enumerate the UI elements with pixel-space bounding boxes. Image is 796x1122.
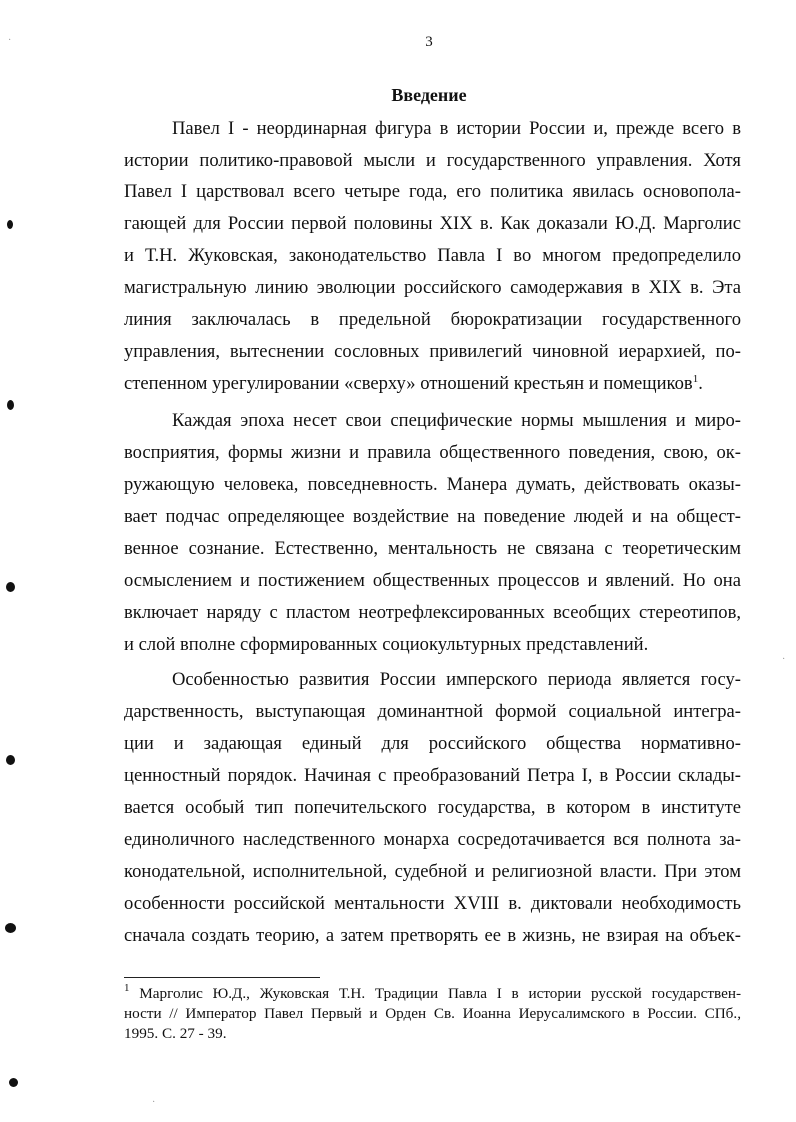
text-line: истории политико-правовой мысли и государственного управления. Хотя xyxy=(124,150,741,171)
footnote-line xyxy=(124,984,741,1003)
scan-artifact: · xyxy=(782,654,786,665)
text-line: дарственность, выступающая доминантной формой социальной интегра- xyxy=(124,701,741,722)
text-line: ценностный порядок. Начиная с преобразований Петра I, в России склады- xyxy=(124,765,741,786)
footnote-line: 1995. С. 27 - 39. xyxy=(124,1025,227,1042)
text-line: сначала создать теорию, а затем претворять ее в жизнь, не взирая на объек- xyxy=(124,925,741,946)
binding-hole-mark xyxy=(9,1078,18,1087)
text-line: Павел I - неординарная фигура в истории России и, прежде всего в xyxy=(172,118,741,139)
binding-hole-mark xyxy=(7,220,13,229)
text-line: и Т.Н. Жуковская, законодательство Павла I во многом предопределило xyxy=(124,245,741,266)
page-number: 3 xyxy=(425,34,433,50)
binding-hole-mark xyxy=(6,582,15,592)
text-line: и слой вполне сформированных социокультурных представлений. xyxy=(124,634,649,655)
text-line: управления, вытеснении сословных привилегий чиновной иерархией, по- xyxy=(124,341,741,362)
sentence-end: . xyxy=(698,373,703,394)
text-line: гающей для России первой половины XIX в. Как доказали Ю.Д. Марголис xyxy=(124,213,741,234)
footnote-reference: 1 xyxy=(692,373,699,385)
binding-hole-mark xyxy=(5,923,16,933)
text-line: особенности российской ментальности XVIII в. диктовали необходимость xyxy=(124,893,741,914)
text-line xyxy=(124,373,741,395)
text-line: включает наряду с пластом неотрефлексированных всеобщих стереотипов, xyxy=(124,602,741,623)
footnote-separator xyxy=(124,977,320,978)
section-heading: Введение xyxy=(391,85,467,105)
scan-artifact: · xyxy=(152,1097,156,1108)
text-line: вается особый тип попечительского государства, в котором в институте xyxy=(124,797,741,818)
footnote-text: Марголис Ю.Д., Жуковская Т.Н. Традиции Павла I в истории русской государствен- xyxy=(139,985,742,1002)
footnote-marker: 1 xyxy=(124,982,130,994)
text-line-content: степенном урегулировании «сверху» отношений крестьян и помещиков xyxy=(124,373,693,394)
footnote-line: ности // Император Павел Первый и Орден Св. Иоанна Иерусалимского в России. СПб., xyxy=(124,1005,741,1022)
text-line: ции и задающая единый для российского общества нормативно- xyxy=(124,733,741,754)
binding-hole-mark xyxy=(6,755,15,765)
text-line: Павел I царствовал всего четыре года, его политика явилась основопола- xyxy=(124,181,741,202)
text-line: вает подчас определяющее воздействие на поведение людей и на общест- xyxy=(124,506,741,527)
text-line: Каждая эпоха несет свои специфические нормы мышления и миро- xyxy=(172,410,741,431)
text-line: единоличного наследственного монарха сосредотачивается вся полнота за- xyxy=(124,829,741,850)
text-line: конодательной, исполнительной, судебной и религиозной власти. При этом xyxy=(124,861,741,882)
text-line: Особенностью развития России имперского периода является госу- xyxy=(172,669,741,690)
text-line: венное сознание. Естественно, ментальность не связана с теоретическим xyxy=(124,538,741,559)
text-line: осмыслением и постижением общественных процессов и явлений. Но она xyxy=(124,570,741,591)
text-line: восприятия, формы жизни и правила общественного поведения, свою, ок- xyxy=(124,442,741,463)
text-line: ружающую человека, повседневность. Манера думать, действовать оказы- xyxy=(124,474,741,495)
text-line: линия заключалась в предельной бюрократизации государственного xyxy=(124,309,741,330)
binding-hole-mark xyxy=(7,400,14,410)
scan-artifact: · xyxy=(8,35,12,46)
text-line: магистральную линию эволюции российского самодержавия в XIX в. Эта xyxy=(124,277,741,298)
